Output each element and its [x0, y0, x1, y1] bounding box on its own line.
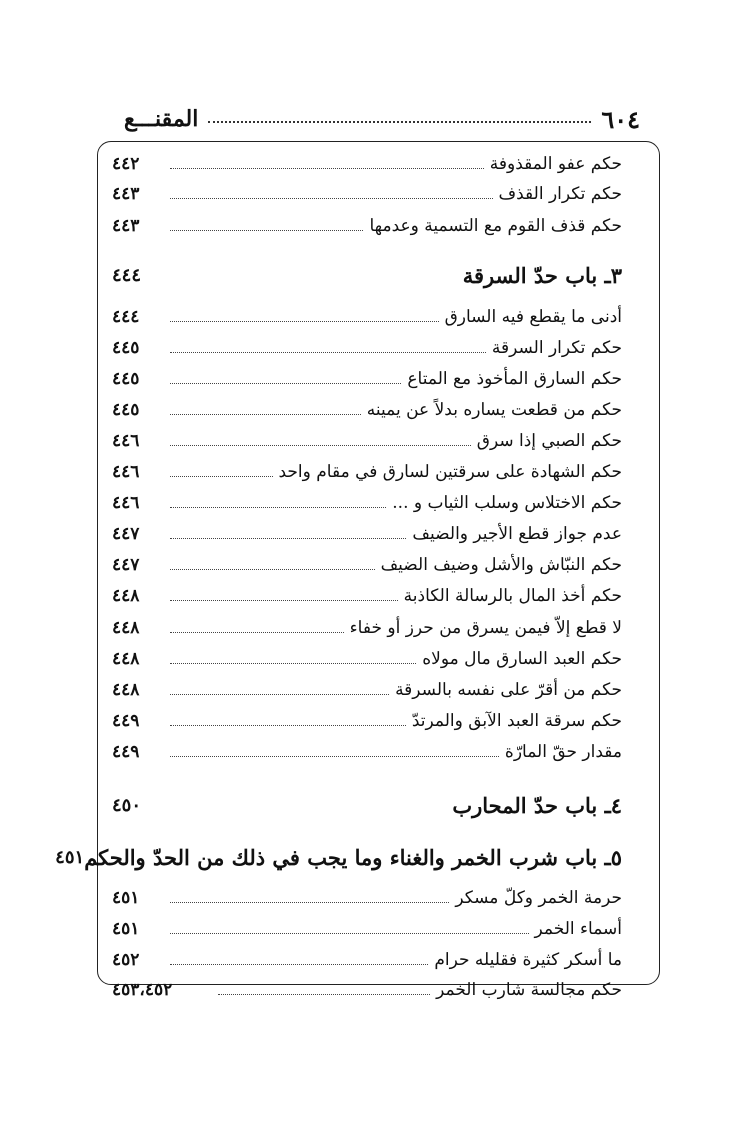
- entry-title: لا قطع إلاّ فيمن يسرق من حرز أو خفاء: [349, 618, 622, 638]
- leader-dots: [170, 756, 499, 757]
- section-page: ٤٥١: [55, 846, 85, 868]
- toc-entry: [112, 149, 622, 179]
- toc-section-heading: [112, 788, 622, 822]
- leader-dots: [170, 902, 449, 903]
- toc-entry: [112, 488, 622, 518]
- toc-entry: [112, 211, 622, 241]
- toc-entry: [112, 644, 622, 674]
- toc-entry: [112, 675, 622, 705]
- book-title: المقنـــع: [124, 106, 199, 132]
- toc-entry: [112, 426, 622, 456]
- toc-entry: [112, 179, 622, 209]
- leader-dots: [170, 600, 398, 601]
- section-title: ٤ـ باب حدّ المحارب: [452, 792, 622, 818]
- entry-title: حكم سرقة العبد الآبق والمرتدّ: [411, 711, 622, 731]
- leader-dots: [170, 230, 363, 231]
- leader-dots: [170, 964, 428, 965]
- entry-title: حكم تكرار السرقة: [491, 338, 622, 358]
- entry-title: حكم قذف القوم مع التسمية وعدمها: [369, 216, 622, 236]
- leader-dots: [170, 538, 406, 539]
- toc-section-heading: [55, 840, 622, 874]
- toc-entry: [112, 914, 622, 944]
- entry-page: ٤٤٤: [112, 307, 140, 327]
- leader-dots: [170, 725, 406, 726]
- leader-dots: [170, 414, 361, 415]
- toc-entry: [112, 975, 622, 1005]
- toc-entry: [112, 457, 622, 487]
- entry-title: عدم جواز قطع الأجير والضيف: [412, 524, 622, 544]
- leader-dots: [170, 383, 401, 384]
- entry-title: حكم الاختلاس وسلب الثياب و ...: [392, 493, 622, 513]
- entry-title: حكم من أقرّ على نفسه بالسرقة: [395, 680, 622, 700]
- leader-dots: [170, 198, 493, 199]
- toc-entry: [112, 302, 622, 332]
- entry-title: حكم الصبي إذا سرق: [476, 431, 622, 451]
- entry-page: ٤٥١: [112, 919, 140, 939]
- entry-page: ٤٤٨: [112, 649, 140, 669]
- toc-entry: [112, 613, 622, 643]
- entry-page: ٤٤٦: [112, 431, 140, 451]
- toc-entry: [112, 706, 622, 736]
- entry-page: ٤٤٥: [112, 369, 140, 389]
- entry-page: ٤٤٧: [112, 555, 140, 575]
- section-page: ٤٥٠: [112, 794, 142, 816]
- entry-page: ٤٤٧: [112, 524, 140, 544]
- entry-title: حكم عفو المقذوفة: [489, 154, 622, 174]
- leader-dots: [170, 663, 416, 664]
- entry-title: مقدار حقّ المارّة: [504, 742, 622, 762]
- entry-title: حكم السارق المأخوذ مع المتاع: [407, 369, 622, 389]
- leader-dots: [170, 569, 375, 570]
- toc-entry: [112, 883, 622, 913]
- entry-page: ٤٤٢: [112, 154, 140, 174]
- leader-dots: [170, 632, 344, 633]
- toc-entry: [112, 550, 622, 580]
- leader-dots: [170, 933, 529, 934]
- leader-dots: [218, 994, 430, 995]
- entry-title: حكم تكرار القذف: [498, 184, 622, 204]
- entry-title: أسماء الخمر: [534, 919, 622, 939]
- leader-dots: [170, 168, 484, 169]
- leader-dots: [170, 321, 439, 322]
- leader-dots: [170, 352, 486, 353]
- toc-entry: [112, 395, 622, 425]
- toc-entry: [112, 737, 622, 767]
- entry-page: ٤٤٩: [112, 742, 140, 762]
- entry-title: حكم من قطعت يساره بدلاً عن يمينه: [366, 400, 622, 420]
- toc-entry: [112, 519, 622, 549]
- entry-page: ٤٥٣،٤٥٢: [112, 980, 173, 1000]
- toc-entry: [112, 945, 622, 975]
- entry-page: ٤٤٨: [112, 586, 140, 606]
- entry-page: ٤٤٨: [112, 680, 140, 700]
- section-title: ٥ـ باب شرب الخمر والغناء وما يجب في ذلك من الحدّ والحكم: [84, 844, 622, 870]
- entry-title: حكم العبد السارق مال مولاه: [422, 649, 622, 669]
- entry-page: ٤٤٣: [112, 184, 140, 204]
- toc-section-heading: [112, 258, 622, 292]
- toc-entry: [112, 581, 622, 611]
- leader-dots: [170, 507, 386, 508]
- entry-page: ٤٥١: [112, 888, 140, 908]
- entry-page: ٤٤٨: [112, 618, 140, 638]
- entry-title: حكم النبّاش والأشل وضيف الضيف: [380, 555, 622, 575]
- page-number: ٦٠٤: [601, 104, 640, 134]
- entry-page: ٤٥٢: [112, 950, 140, 970]
- leader-dots: [170, 476, 273, 477]
- entry-page: ٤٤٥: [112, 400, 140, 420]
- entry-page: ٤٤٥: [112, 338, 140, 358]
- header-leader-dots: [208, 121, 591, 123]
- entry-title: ما أسكر كثيرة فقليله حرام: [434, 950, 622, 970]
- entry-page: ٤٤٦: [112, 462, 140, 482]
- entry-title: حرمة الخمر وكلّ مسكر: [455, 888, 622, 908]
- entry-page: ٤٤٦: [112, 493, 140, 513]
- entry-title: حكم الشهادة على سرقتين لسارق في مقام واحد: [278, 462, 622, 482]
- section-page: ٤٤٤: [112, 264, 142, 286]
- entry-title: أدنى ما يقطع فيه السارق: [444, 307, 622, 327]
- running-header: [124, 101, 640, 137]
- toc-entry: [112, 364, 622, 394]
- entry-page: ٤٤٩: [112, 711, 140, 731]
- toc-entry: [112, 333, 622, 363]
- leader-dots: [170, 694, 389, 695]
- leader-dots: [170, 445, 471, 446]
- entry-page: ٤٤٣: [112, 216, 140, 236]
- section-title: ٣ـ باب حدّ السرقة: [462, 262, 622, 288]
- entry-title: حكم أخذ المال بالرسالة الكاذبة: [403, 586, 622, 606]
- entry-title: حكم مجالسة شارب الخمر: [436, 980, 622, 1000]
